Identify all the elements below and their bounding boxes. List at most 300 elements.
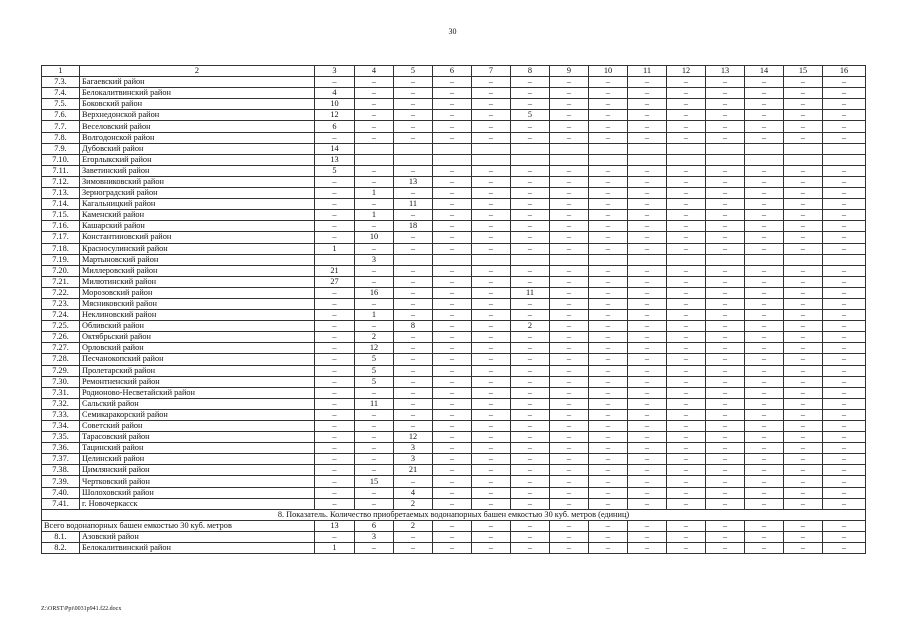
value-cell: – [667,332,706,343]
value-cell: – [511,421,550,432]
table-row [42,321,866,332]
value-cell [784,143,823,154]
value-cell: – [745,421,784,432]
value-cell: – [628,476,667,487]
value-cell: – [706,298,745,309]
value-cell: – [394,398,433,409]
value-cell: – [745,487,784,498]
value-cell: – [472,376,511,387]
value-cell: – [823,199,866,210]
value-cell: – [628,398,667,409]
table-row [42,210,866,221]
value-cell: – [589,376,628,387]
value-cell: – [823,176,866,187]
value-cell: – [667,432,706,443]
row-number: 7.9. [42,143,80,154]
value-cell [511,143,550,154]
value-cell: – [823,276,866,287]
value-cell: – [433,421,472,432]
value-cell: – [589,531,628,542]
value-cell: – [784,354,823,365]
value-cell: – [784,188,823,199]
value-cell: – [589,387,628,398]
value-cell: – [745,332,784,343]
value-cell: – [823,287,866,298]
value-cell: – [550,221,589,232]
value-cell: 13 [315,520,355,531]
row-number: 7.16. [42,221,80,232]
value-cell: – [784,287,823,298]
district-name: Орловский район [80,343,315,354]
value-cell: – [315,443,355,454]
value-cell: – [823,409,866,420]
value-cell: – [394,365,433,376]
value-cell: – [823,365,866,376]
value-cell: – [315,221,355,232]
row-number: 7.15. [42,210,80,221]
value-cell: – [433,199,472,210]
value-cell: – [550,343,589,354]
value-cell: – [784,343,823,354]
value-cell: – [823,210,866,221]
value-cell: – [315,298,355,309]
district-name: Заветинский район [80,165,315,176]
value-cell: – [355,121,394,132]
table-row [42,143,866,154]
value-cell: – [628,188,667,199]
value-cell: – [589,176,628,187]
value-cell [706,143,745,154]
district-name: Миллеровский район [80,265,315,276]
value-cell: – [394,77,433,88]
value-cell: – [745,398,784,409]
table-row [42,443,866,454]
value-cell: – [589,232,628,243]
value-cell: – [589,221,628,232]
value-cell: – [745,409,784,420]
value-cell: – [355,409,394,420]
value-cell [745,143,784,154]
value-cell: – [745,210,784,221]
value-cell: – [823,354,866,365]
value-cell: – [511,243,550,254]
value-cell: – [355,465,394,476]
value-cell: 4 [394,487,433,498]
value-cell: – [511,343,550,354]
value-cell: – [589,243,628,254]
value-cell: – [667,88,706,99]
value-cell: – [823,121,866,132]
value-cell [823,254,866,265]
value-cell: – [315,498,355,509]
value-cell: – [433,432,472,443]
value-cell: – [667,176,706,187]
row-number: 7.41. [42,498,80,509]
value-cell: – [511,498,550,509]
value-cell: – [589,498,628,509]
value-cell: 5 [355,365,394,376]
value-cell: – [706,210,745,221]
value-cell [628,143,667,154]
value-cell [784,154,823,165]
value-cell: – [589,543,628,554]
row-number: 7.11. [42,165,80,176]
value-cell: – [550,188,589,199]
value-cell: – [433,310,472,321]
value-cell [394,143,433,154]
value-cell: – [706,132,745,143]
value-cell: – [433,221,472,232]
value-cell: – [628,387,667,398]
value-cell: – [823,520,866,531]
value-cell: – [315,354,355,365]
district-name: Зимовниковский район [80,176,315,187]
value-cell: – [511,176,550,187]
value-cell: – [550,232,589,243]
value-cell: – [511,398,550,409]
value-cell: – [628,77,667,88]
value-cell: – [628,310,667,321]
value-cell: – [667,531,706,542]
value-cell: 2 [394,520,433,531]
table-row [42,343,866,354]
value-cell: – [823,77,866,88]
value-cell: – [550,543,589,554]
table-row [42,176,866,187]
table-row [42,365,866,376]
value-cell: 5 [355,376,394,387]
value-cell: 10 [315,99,355,110]
value-cell: – [433,88,472,99]
value-cell: – [589,265,628,276]
value-cell: – [823,88,866,99]
value-cell: – [433,487,472,498]
value-cell: – [550,365,589,376]
value-cell: – [472,332,511,343]
value-cell [745,254,784,265]
value-cell: – [823,398,866,409]
value-cell [433,254,472,265]
value-cell: 1 [355,210,394,221]
table-row [42,332,866,343]
value-cell: – [628,276,667,287]
value-cell: – [394,543,433,554]
value-cell: – [823,310,866,321]
value-cell: – [315,310,355,321]
value-cell: – [589,332,628,343]
value-cell [706,154,745,165]
value-cell: – [823,165,866,176]
value-cell: – [355,543,394,554]
value-cell: – [745,132,784,143]
header-row [42,66,866,77]
district-name: Тарасовский район [80,432,315,443]
value-cell: – [589,487,628,498]
value-cell: 12 [394,432,433,443]
value-cell: – [511,132,550,143]
value-cell: – [706,121,745,132]
value-cell [355,143,394,154]
value-cell: 12 [315,110,355,121]
table-row [42,276,866,287]
value-cell: – [667,454,706,465]
value-cell: – [667,199,706,210]
value-cell: – [394,265,433,276]
value-cell: – [823,421,866,432]
district-name: Зерноградский район [80,188,315,199]
value-cell: – [472,498,511,509]
value-cell: – [433,276,472,287]
value-cell [355,154,394,165]
value-cell: – [628,498,667,509]
value-cell: – [315,321,355,332]
value-cell: – [472,77,511,88]
value-cell: – [706,99,745,110]
value-cell: – [667,476,706,487]
value-cell: – [472,210,511,221]
value-cell: – [706,354,745,365]
district-name: Октябрьский район [80,332,315,343]
value-cell: – [823,376,866,387]
value-cell: – [745,199,784,210]
value-cell: – [589,188,628,199]
column-header: 4 [355,66,394,77]
table-row [42,354,866,365]
row-number: 7.14. [42,199,80,210]
value-cell: – [589,88,628,99]
value-cell: – [550,110,589,121]
value-cell: – [550,276,589,287]
value-cell: – [550,132,589,143]
value-cell: 6 [315,121,355,132]
value-cell: 6 [355,520,394,531]
value-cell: – [433,520,472,531]
district-name: Сальский район [80,398,315,409]
value-cell: 21 [394,465,433,476]
district-name: Багаевский район [80,77,315,88]
value-cell: 3 [394,443,433,454]
value-cell: – [784,110,823,121]
value-cell: 13 [315,154,355,165]
value-cell: – [394,409,433,420]
value-cell: – [823,432,866,443]
value-cell [706,254,745,265]
value-cell: – [550,77,589,88]
district-name: Каменский район [80,210,315,221]
district-name: Верхнедонской район [80,110,315,121]
value-cell: – [315,132,355,143]
value-cell: – [745,343,784,354]
value-cell: – [823,387,866,398]
value-cell: – [550,354,589,365]
value-cell: – [511,465,550,476]
value-cell: – [628,443,667,454]
value-cell: – [823,232,866,243]
value-cell: – [628,265,667,276]
column-header: 8 [511,66,550,77]
value-cell: – [433,409,472,420]
value-cell: – [550,88,589,99]
value-cell: – [433,321,472,332]
row-number: 7.4. [42,88,80,99]
value-cell: – [433,376,472,387]
value-cell: – [823,132,866,143]
value-cell [550,254,589,265]
row-number: 7.36. [42,443,80,454]
value-cell: – [550,531,589,542]
value-cell: – [667,543,706,554]
value-cell: – [315,232,355,243]
value-cell: – [394,476,433,487]
value-cell: – [355,487,394,498]
value-cell: – [628,365,667,376]
value-cell: – [706,165,745,176]
footer-file-path: Z:\ORST\Ppi\0031p941.f22.docx [41,606,122,612]
table-row [42,376,866,387]
value-cell: – [667,487,706,498]
value-cell: – [433,132,472,143]
value-cell: – [589,210,628,221]
value-cell [511,254,550,265]
value-cell: – [433,443,472,454]
value-cell: – [784,421,823,432]
value-cell: – [315,432,355,443]
value-cell [315,254,355,265]
value-cell: 5 [315,165,355,176]
value-cell: – [667,265,706,276]
table-row [42,465,866,476]
value-cell: 3 [355,254,394,265]
value-cell: – [628,465,667,476]
value-cell: 12 [355,343,394,354]
value-cell: – [433,77,472,88]
value-cell: – [472,354,511,365]
value-cell: – [315,376,355,387]
table-row [42,154,866,165]
district-name: Мартыновский район [80,254,315,265]
district-name: Константиновский район [80,232,315,243]
value-cell [550,143,589,154]
value-cell: – [511,265,550,276]
table-row [42,265,866,276]
value-cell: – [667,287,706,298]
value-cell: – [589,276,628,287]
row-number: 7.21. [42,276,80,287]
value-cell [823,154,866,165]
value-cell: – [472,188,511,199]
column-header: 9 [550,66,589,77]
value-cell: – [667,398,706,409]
value-cell: – [550,387,589,398]
table-row [42,476,866,487]
value-cell: – [784,531,823,542]
table-row [42,498,866,509]
value-cell: – [706,310,745,321]
value-cell: – [433,265,472,276]
value-cell: – [823,332,866,343]
value-cell: – [745,176,784,187]
value-cell: – [511,121,550,132]
value-cell: – [315,476,355,487]
district-name: Тацинский район [80,443,315,454]
value-cell: – [784,487,823,498]
value-cell [394,254,433,265]
value-cell: – [784,432,823,443]
value-cell: – [472,310,511,321]
value-cell: – [706,520,745,531]
value-cell: – [550,465,589,476]
value-cell: – [745,454,784,465]
value-cell: – [667,99,706,110]
value-cell: 11 [355,398,394,409]
value-cell [511,154,550,165]
value-cell: – [589,165,628,176]
value-cell: – [667,310,706,321]
value-cell: – [628,376,667,387]
value-cell: – [667,132,706,143]
value-cell: – [784,298,823,309]
value-cell: – [706,398,745,409]
district-name: Родионово-Несветайский район [80,387,315,398]
value-cell: – [628,454,667,465]
value-cell: – [433,110,472,121]
value-cell: – [628,487,667,498]
value-cell: – [472,409,511,420]
value-cell: – [706,188,745,199]
value-cell: – [472,176,511,187]
district-name: Неклиновский район [80,310,315,321]
row-number: 8.1. [42,531,80,542]
value-cell: – [550,454,589,465]
value-cell: – [355,421,394,432]
row-number: 7.8. [42,132,80,143]
value-cell: – [823,298,866,309]
value-cell: – [628,176,667,187]
value-cell: – [355,176,394,187]
value-cell: – [550,298,589,309]
row-number: 7.22. [42,287,80,298]
row-number: 7.38. [42,465,80,476]
column-header: 6 [433,66,472,77]
value-cell: – [706,77,745,88]
value-cell: – [667,409,706,420]
row-number: 7.13. [42,188,80,199]
value-cell: – [589,298,628,309]
value-cell: – [784,99,823,110]
value-cell: – [706,387,745,398]
value-cell: – [706,276,745,287]
value-cell: – [394,287,433,298]
value-cell: – [667,376,706,387]
table-row [42,77,866,88]
value-cell: – [706,454,745,465]
value-cell: – [745,276,784,287]
value-cell: 18 [394,221,433,232]
column-header: 11 [628,66,667,77]
value-cell: – [433,365,472,376]
value-cell: – [315,365,355,376]
district-name: Ремонтненский район [80,376,315,387]
value-cell: – [511,188,550,199]
row-number: 7.20. [42,265,80,276]
value-cell: – [784,221,823,232]
value-cell [667,254,706,265]
value-cell: – [784,398,823,409]
row-number: 7.35. [42,432,80,443]
value-cell: – [823,110,866,121]
value-cell: – [315,387,355,398]
value-cell: – [784,443,823,454]
